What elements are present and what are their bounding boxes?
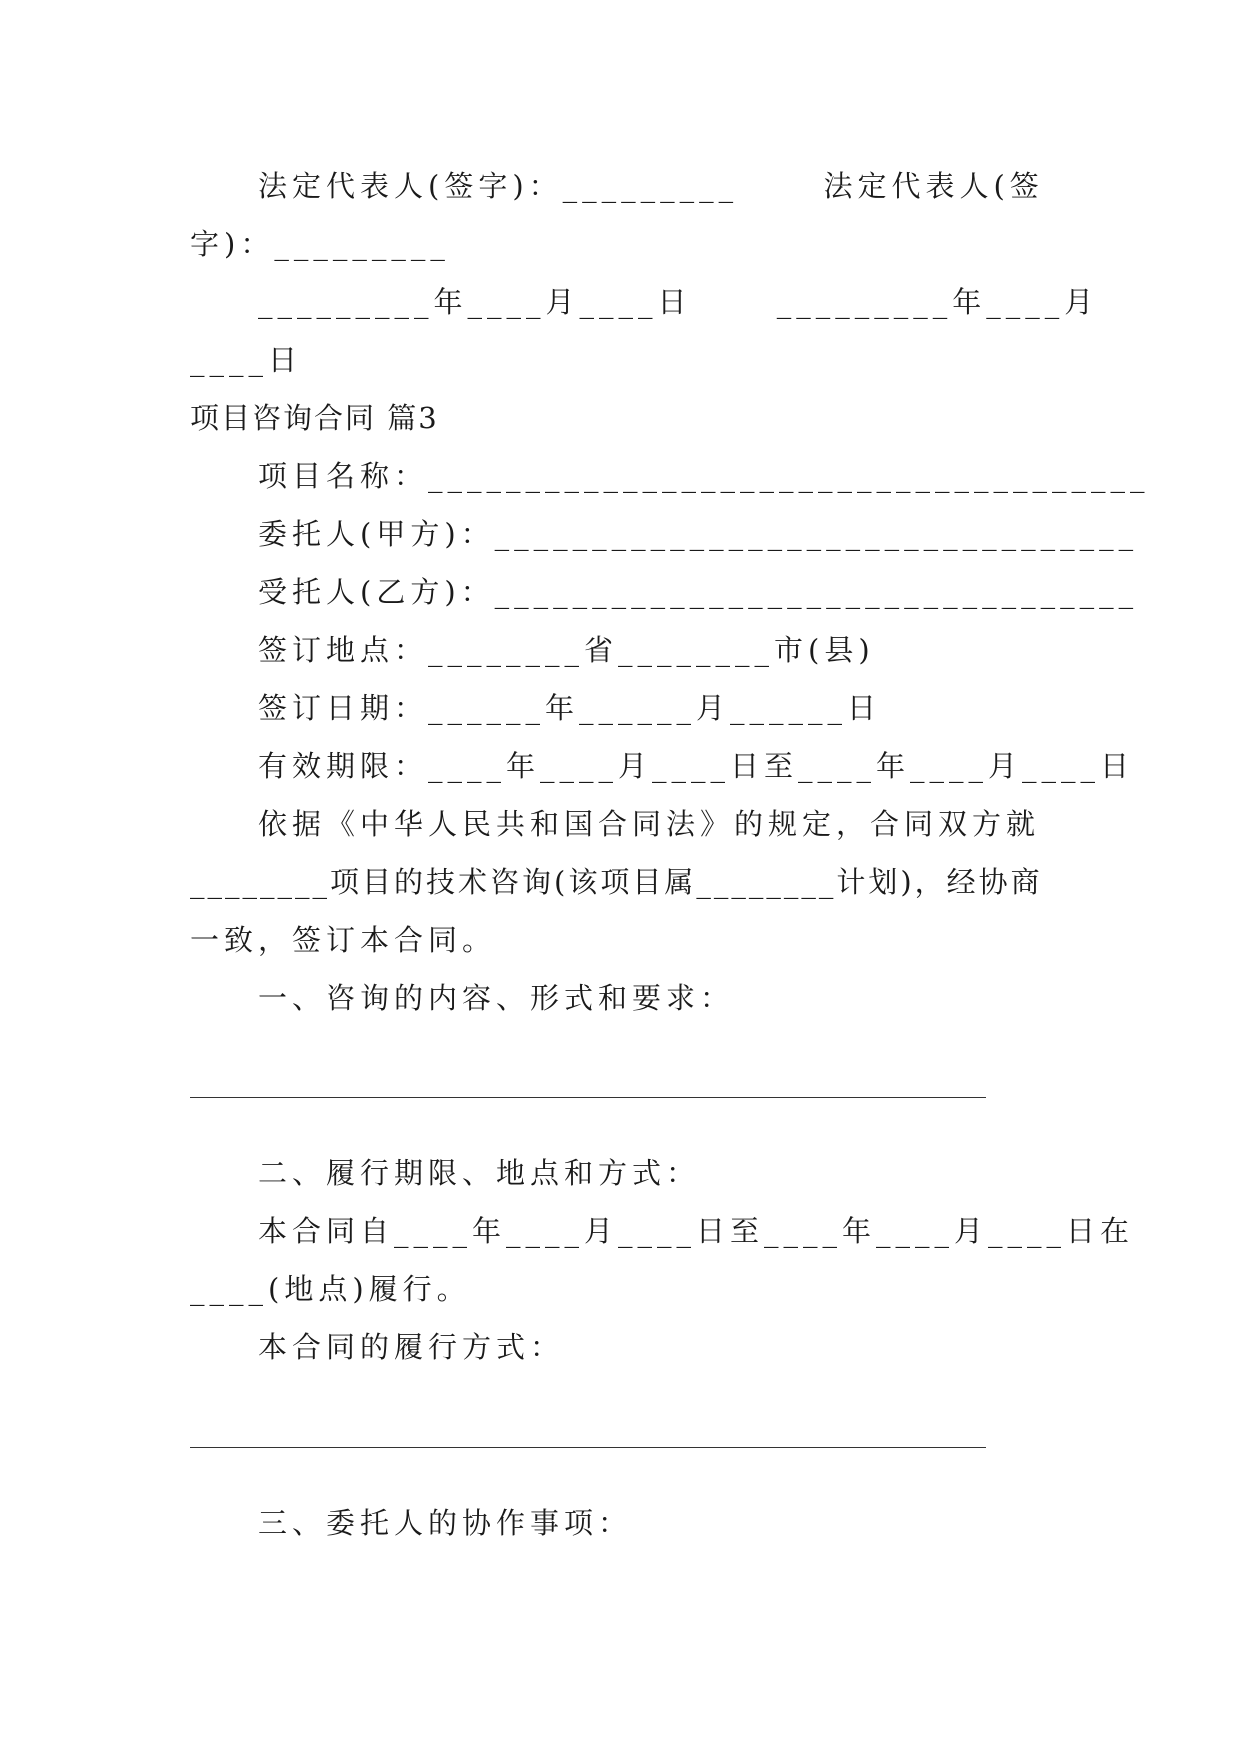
client-party-a-field: 委托人(甲方)：_________________________________ xyxy=(258,517,1139,551)
blank-rule-2 xyxy=(190,1447,986,1448)
clause-3-heading: 三、委托人的协作事项： xyxy=(258,1506,633,1540)
performance-period-line: 本合同自____年____月____日至____年____月____日在 xyxy=(258,1214,1135,1248)
signing-date-field: 签订日期：______年______月______日 xyxy=(258,691,882,725)
performance-period-line-cont: ____(地点)履行。 xyxy=(190,1272,471,1306)
clause-2-heading: 二、履行期限、地点和方式： xyxy=(258,1156,701,1190)
section-title: 项目咨询合同 篇3 xyxy=(190,401,439,435)
validity-period-field: 有效期限：____年____月____日至____年____月____日 xyxy=(258,749,1135,783)
preamble-paragraph-cont: ________项目的技术咨询(该项目属________计划)，经协商 xyxy=(190,865,1043,899)
legal-rep-signature-line: 法定代表人(签字)：_________ 法定代表人(签 xyxy=(258,169,1044,203)
blank-rule-1 xyxy=(190,1097,986,1098)
signature-date-line: _________年____月____日 _________年____月 xyxy=(258,285,1099,319)
clause-1-heading: 一、咨询的内容、形式和要求： xyxy=(258,981,735,1015)
preamble-paragraph-end: 一致，签订本合同。 xyxy=(190,923,497,957)
legal-rep-signature-line-cont: 字)：_________ xyxy=(190,227,450,261)
signing-place-field: 签订地点：________省________市(县) xyxy=(258,633,875,667)
performance-method-label: 本合同的履行方式： xyxy=(258,1330,565,1364)
preamble-paragraph: 依据《中华人民共和国合同法》的规定，合同双方就 xyxy=(258,807,1041,841)
trustee-party-b-field: 受托人(乙方)：_________________________________ xyxy=(258,575,1139,609)
project-name-field: 项目名称：_____________________________________ xyxy=(258,459,1150,493)
signature-date-line-cont: ____日 xyxy=(190,343,303,377)
